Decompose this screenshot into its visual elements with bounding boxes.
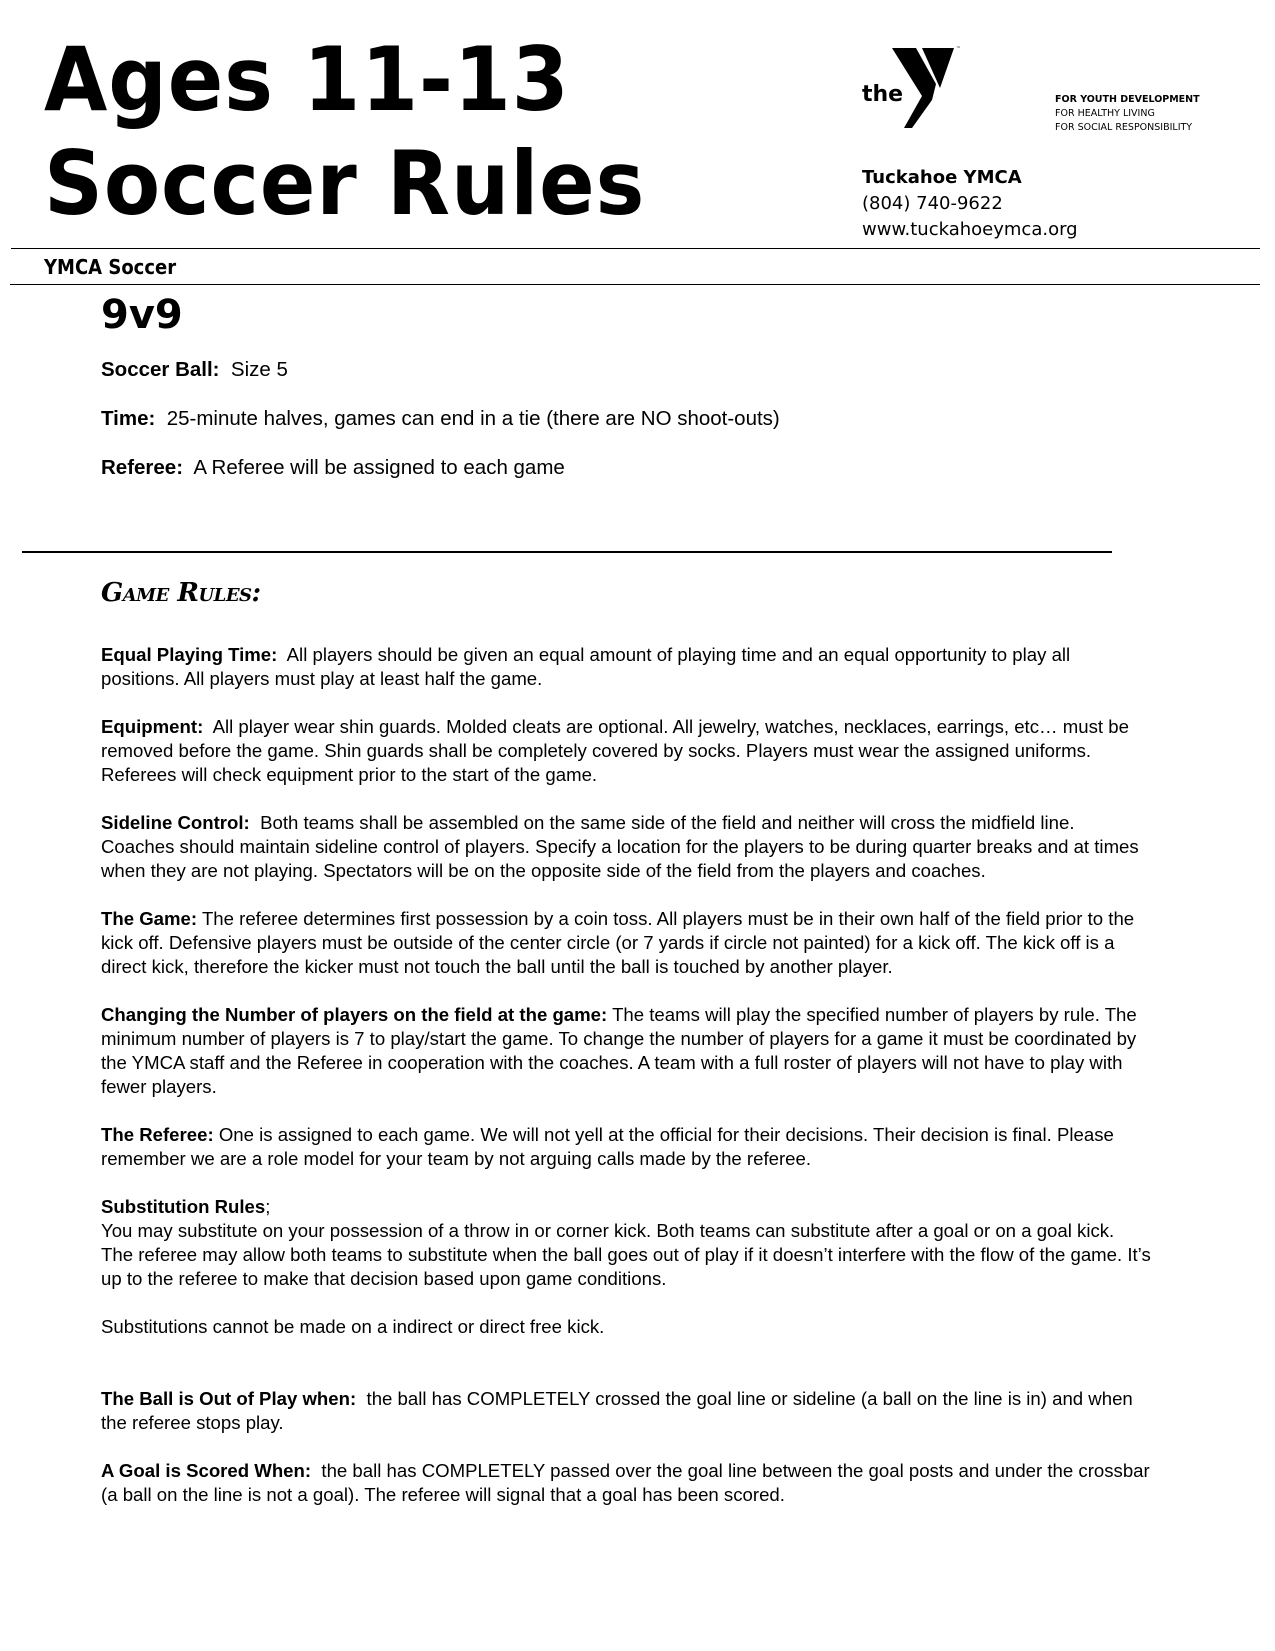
page-title (44, 28, 645, 236)
section-divider (22, 551, 1112, 553)
org-name: Tuckahoe YMCA (862, 167, 1022, 188)
info-value: 25-minute halves, games can end in a tie (there are NO shoot-outs) (166, 407, 780, 430)
title-line-1: Ages 11-13 (44, 28, 570, 131)
rule-ball-out-of-play (101, 1387, 1151, 1435)
rule-the-referee (101, 1123, 1151, 1171)
rule-label: The Game: (101, 908, 198, 929)
svg-text:YMCA: YMCA (928, 108, 944, 128)
subheader: YMCA Soccer (44, 255, 177, 279)
info-referee (101, 456, 565, 480)
rules-list (101, 643, 1151, 1531)
rule-goal-scored (101, 1459, 1151, 1507)
website-link[interactable]: www.tuckahoeymca.org (862, 219, 1078, 240)
rule-equipment (101, 715, 1151, 787)
info-value: A Referee will be assigned to each game (193, 456, 565, 479)
tagline-line-1: FOR YOUTH DEVELOPMENT (1055, 94, 1200, 105)
ymca-tagline (1055, 93, 1200, 135)
logo-the-text: the (862, 82, 904, 107)
ymca-y-logo-icon (892, 44, 974, 128)
rule-text: the ball has COMPLETELY passed over the goal line between the goal posts and under the crossbar (a ball on the line is not a goal). The referee will signal that a goal has been scored. (101, 1460, 1150, 1505)
rule-text: You may substitute on your possession of a throw in or corner kick. Both teams can substitute after a goal or on a goal kick. The referee may allow both teams to substitute when the ball goes out of play if it doesn’t interfere with the flow of the game. It’s up to the referee to make that decision based upon game conditions. (101, 1220, 1151, 1289)
rule-sideline-control (101, 811, 1151, 883)
rule-text: All players should be given an equal amount of playing time and an equal opportunity to play all positions. All players must play at least half the game. (101, 644, 1071, 689)
rule-text: One is assigned to each game. We will not yell at the official for their decisions. Their decision is final. Please remember we are a role model for your team by not arguing calls made by the referee. (101, 1124, 1114, 1169)
ymca-logo (862, 44, 984, 134)
rule-equal-playing-time (101, 643, 1151, 691)
game-format: 9v9 (101, 292, 183, 338)
tagline-line-3: FOR SOCIAL RESPONSIBILITY (1055, 122, 1193, 133)
contact-block (862, 165, 1078, 243)
info-time (101, 407, 780, 431)
rule-label-suffix: ; (265, 1196, 271, 1217)
rule-changing-number-of-players (101, 1003, 1151, 1099)
rule-text: Both teams shall be assembled on the same side of the field and neither will cross the midfield line. Coaches should maintain sideline control of players. Specify a location for the players to be during quarter breaks and at times when they are not playing. Spectators will be on the opposite side of the field from the players and coaches. (101, 812, 1139, 881)
info-value: Size 5 (230, 358, 288, 381)
info-label: Referee: (101, 456, 184, 479)
header-rule-bottom (10, 284, 1260, 285)
rule-label: The Referee: (101, 1124, 214, 1145)
game-rules-heading: Game Rules: (101, 578, 261, 608)
tagline-line-2: FOR HEALTHY LIVING (1055, 108, 1155, 119)
rule-substitution (101, 1195, 1151, 1291)
rule-label: Substitution Rules (101, 1196, 266, 1217)
rule-text: Substitutions cannot be made on a indirect or direct free kick. (101, 1316, 605, 1337)
info-soccer-ball (101, 358, 288, 382)
rule-the-game (101, 907, 1151, 979)
info-label: Soccer Ball: (101, 358, 220, 381)
header-rule-top (11, 248, 1260, 249)
rule-label: The Ball is Out of Play when: (101, 1388, 357, 1409)
rule-text: the ball has COMPLETELY crossed the goal line or sideline (a ball on the line is in) and when the referee stops play. (101, 1388, 1133, 1433)
rule-label: Equipment: (101, 716, 204, 737)
rule-text: All player wear shin guards. Molded cleats are optional. All jewelry, watches, necklaces, earrings, etc… must be removed before the game. Shin guards shall be completely covered by socks. Players must wear the assigned uniforms. Referees will check equipment prior to the start of the game. (101, 716, 1129, 785)
rule-text: The referee determines first possession by a coin toss. All players must be in their own half of the field prior to the kick off. Defensive players must be outside of the center circle (or 7 yards if circle not painted) for a kick off. The kick off is a direct kick, therefore the kicker must not touch the ball until the ball is touched by another player. (101, 908, 1135, 977)
svg-text:™: ™ (956, 46, 961, 52)
info-label: Time: (101, 407, 156, 430)
rule-label: A Goal is Scored When: (101, 1460, 312, 1481)
phone-number: (804) 740-9622 (862, 193, 1003, 214)
rule-text: The teams will play the specified number of players by rule. The minimum number of players is 7 to play/start the game. To change the number of players for a game it must be coordinated by the YMCA staff and the Referee in cooperation with the coaches. A team with a full roster of players will not have to play with fewer players. (101, 1004, 1137, 1097)
title-line-2: Soccer Rules (44, 132, 646, 235)
rule-substitution-free-kick (101, 1315, 1151, 1339)
rule-label: Sideline Control: (101, 812, 250, 833)
rule-label: Changing the Number of players on the field at the game: (101, 1004, 608, 1025)
rule-label: Equal Playing Time: (101, 644, 278, 665)
